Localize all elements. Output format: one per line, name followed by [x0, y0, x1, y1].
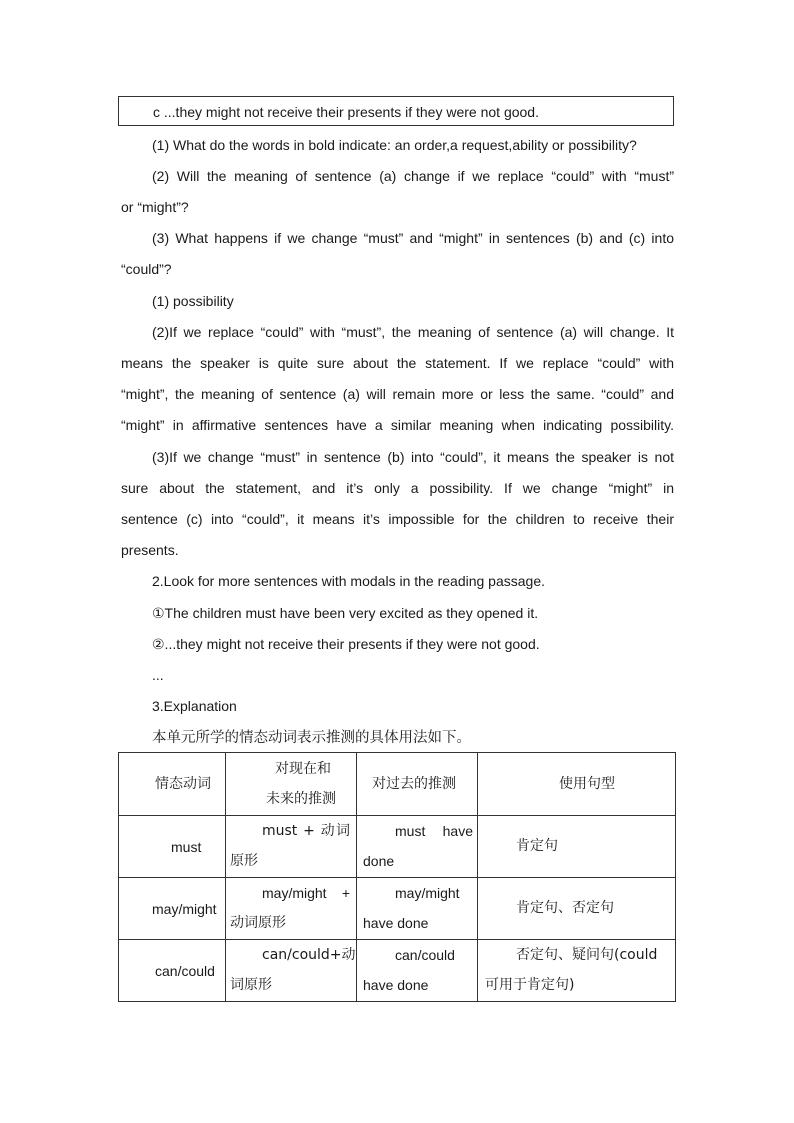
table-row-3-usage-line-2: 可用于肯定句) — [485, 977, 575, 993]
header-modal-verb: 情态动词 — [155, 776, 211, 792]
table-rule — [118, 815, 676, 816]
answer-3-line-4: presents. — [121, 542, 179, 558]
table-row-1-past-line-2: done — [363, 853, 395, 869]
table-row-2-past-line-2: have done — [363, 915, 429, 931]
table-row-2-modal: may/might — [152, 901, 217, 917]
section-2-item-2: ②...they might not receive their presents if they were not good. — [152, 636, 540, 652]
header-present-line-2: 未来的推测 — [266, 791, 336, 807]
table-row-1-modal: must — [171, 839, 202, 855]
table-row-2-present-line-2: 动词原形 — [230, 915, 286, 931]
boxed-sentence-text: c ...they might not receive their presents if they were not good. — [153, 104, 539, 120]
table-rule — [118, 939, 676, 940]
answer-2-line-4: “might” in affirmative sentences have a similar meaning when indicating possibility. — [121, 417, 674, 433]
table-row-3-present-line-2: 词原形 — [230, 977, 272, 993]
table-rule — [118, 752, 119, 1002]
question-3-line-2: “could”? — [121, 261, 172, 277]
table-row-2-past-line-1: may/might — [395, 885, 460, 901]
question-1: (1) What do the words in bold indicate: an order,a request,ability or possibility? — [152, 137, 637, 153]
table-row-3-past-line-2: have done — [363, 977, 429, 993]
section-2-ellipsis: ... — [152, 667, 164, 683]
table-rule — [118, 752, 676, 753]
table-row-3-modal: can/could — [155, 963, 215, 979]
section-3-intro: 本单元所学的情态动词表示推测的具体用法如下。 — [152, 730, 471, 746]
table-row-3-past-line-1: can/could — [395, 947, 455, 963]
header-past: 对过去的推测 — [372, 776, 456, 792]
table-row-1-present-line-1: must + 动词 — [262, 823, 350, 839]
modal-usage-table — [118, 752, 676, 1002]
section-2-title: 2.Look for more sentences with modals in the reading passage. — [152, 573, 546, 589]
answer-3-line-2: sure about the statement, and it’s only a possibility. If we change “might” in — [121, 480, 674, 496]
table-rule — [118, 1001, 676, 1002]
table-row-3-present-line-1: can/could+动 — [262, 947, 356, 963]
table-rule — [118, 877, 676, 878]
question-2-line-2: or “might”? — [121, 199, 189, 215]
table-row-2-present-line-1: may/might + — [262, 885, 350, 901]
section-3-title: 3.Explanation — [152, 698, 237, 714]
table-rule — [477, 752, 478, 1002]
table-row-2-usage: 肯定句、否定句 — [516, 900, 614, 916]
table-row-1-past-line-1: must have — [395, 823, 473, 839]
table-row-1-present-line-2: 原形 — [230, 853, 258, 869]
header-sentence-type: 使用句型 — [559, 776, 615, 792]
answer-3-line-1: (3)If we change “must” in sentence (b) into “could”, it means the speaker is not — [152, 449, 674, 465]
answer-2-line-3: “might”, the meaning of sentence (a) will remain more or less the same. “could” and — [121, 386, 674, 402]
question-2-line-1: (2) Will the meaning of sentence (a) change if we replace “could” with “must” — [152, 168, 674, 184]
table-row-1-usage: 肯定句 — [516, 838, 558, 854]
question-3-line-1: (3) What happens if we change “must” and “might” in sentences (b) and (c) into — [152, 230, 674, 246]
answer-1: (1) possibility — [152, 293, 234, 309]
answer-2-line-1: (2)If we replace “could” with “must”, the meaning of sentence (a) will change. It — [152, 324, 674, 340]
answer-2-line-2: means the speaker is quite sure about the statement. If we replace “could” with — [121, 355, 674, 371]
table-row-3-usage-line-1: 否定句、疑问句(could — [516, 947, 658, 963]
table-rule — [675, 752, 676, 1002]
table-rule — [356, 752, 357, 1002]
header-present-line-1: 对现在和 — [275, 761, 331, 777]
answer-3-line-3: sentence (c) into “could”, it means it’s impossible for the children to receive their — [121, 511, 674, 527]
section-2-item-1: ①The children must have been very excited as they opened it. — [152, 605, 539, 621]
boxed-example-sentence — [118, 96, 674, 126]
table-rule — [225, 752, 226, 1002]
